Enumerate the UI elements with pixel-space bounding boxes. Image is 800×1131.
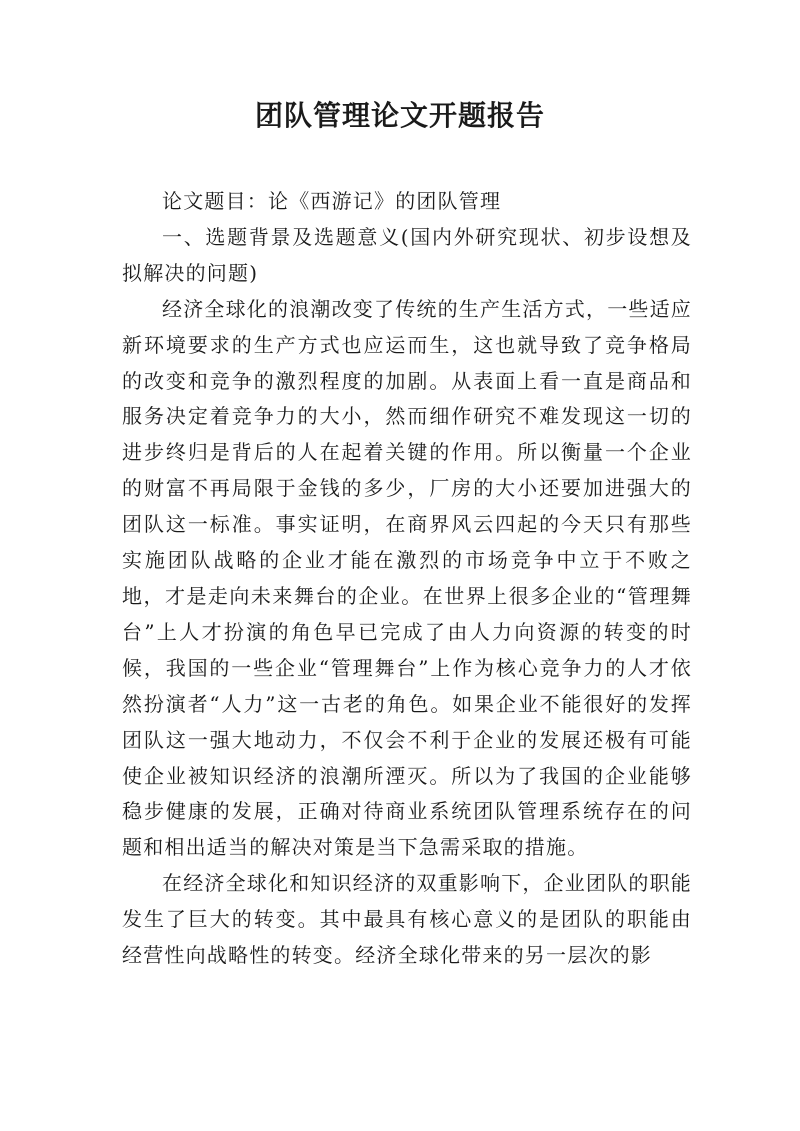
body-paragraph: 在经济全球化和知识经济的双重影响下，企业团队的职能发生了巨大的转变。其中最具有核心意义的是团队的职能由经营性向战略性的转变。经济全球化带来的另一层次的影 bbox=[122, 871, 692, 968]
thesis-topic-line: 论文题目：论《西游记》的团队管理 bbox=[162, 189, 502, 213]
document-body bbox=[122, 184, 692, 974]
section-heading-background: 一、选题背景及选题意义(国内外研究现状、初步设想及拟解决的问题) bbox=[122, 224, 692, 285]
document-title: 团队管理论文开题报告 bbox=[254, 99, 545, 132]
body-paragraph: 经济全球化的浪潮改变了传统的生产生活方式，一些适应新环境要求的生产方式也应运而生，这也就导致了竞争格局的改变和竞争的激烈程度的加剧。从表面上看一直是商品和服务决定着竞争力的大小，然而细作研究不难发现这一切的进步终归是背后的人在起着关键的作用。所以衡量一个企业的财富不再局限于金钱的多少，厂房的大小还要加进强大的团队这一标准。事实证明，在商界风云四起的今天只有那些实施团队战略的企业才能在激烈的市场竞争中立于不败之地，才是走向未来舞台的企业。在世界上很多企业的“管理舞台”上人才扮演的角色早已完成了由人力向资源的转变的时候，我国的一些企业“管理舞台”上作为核心竞争力的人才依然扮演者“人力”这一古老的角色。如果企业不能很好的发挥团队这一强大地动力，不仅会不利于企业的发展还极有可能使企业被知识经济的浪潮所湮灭。所以为了我国的企业能够稳步健康的发展，正确对待商业系统团队管理系统存在的问题和相出适当的解决对策是当下急需采取的措施。 bbox=[122, 296, 692, 860]
